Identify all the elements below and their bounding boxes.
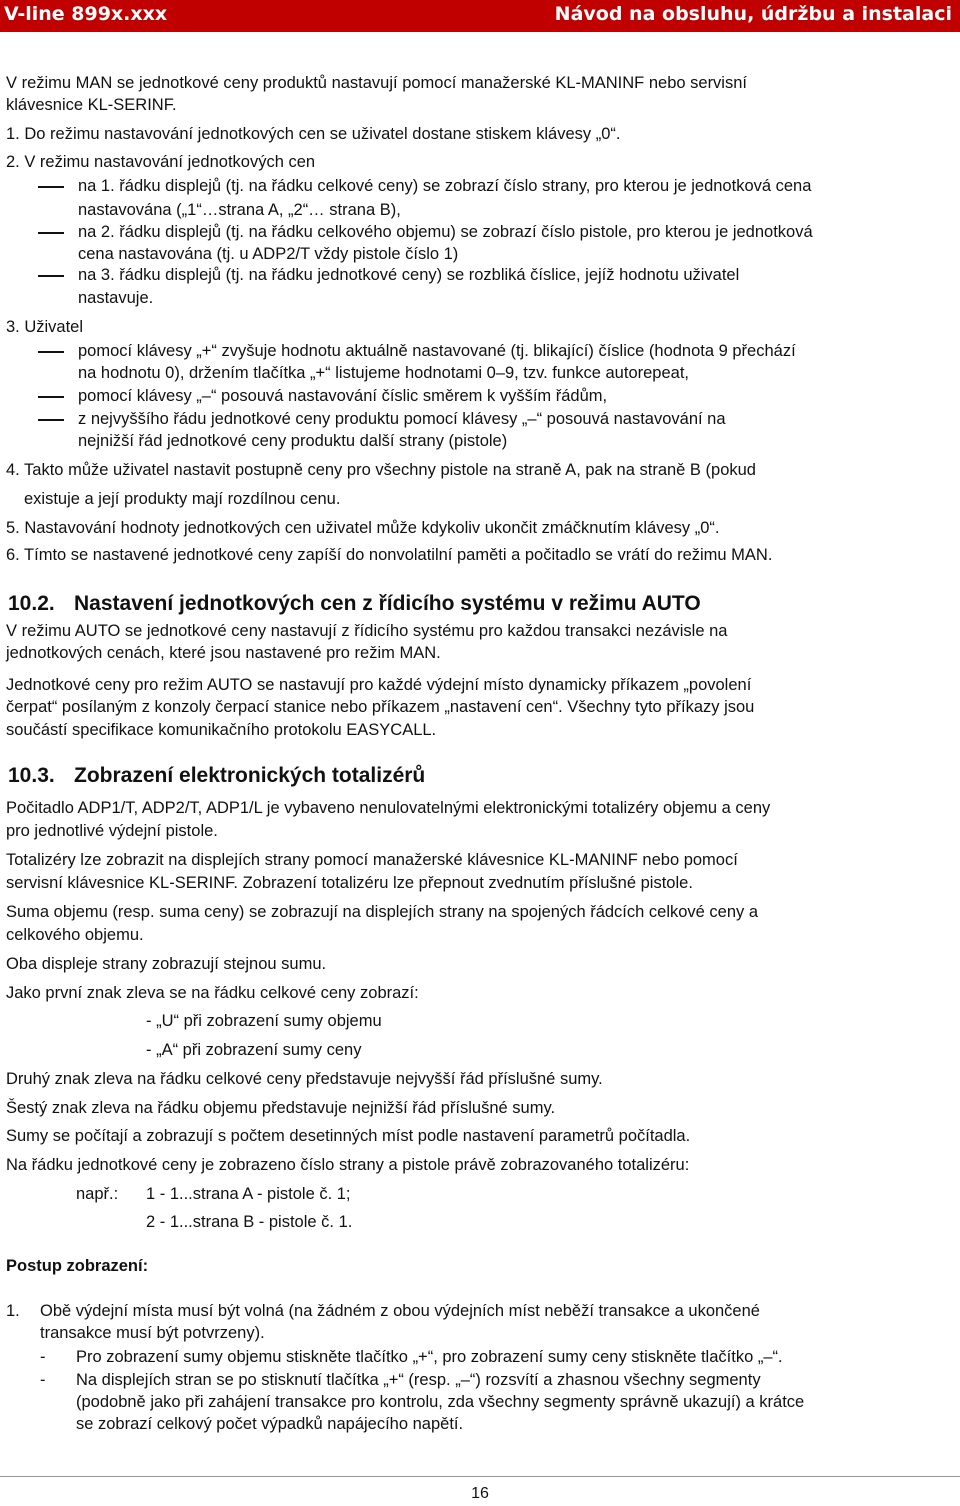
list-dash [38,232,64,234]
page-header [0,0,960,32]
paragraph-line: V režimu AUTO se jednotkové ceny nastavují z řídicího systému pro každou transakci nezávisle na [6,622,728,640]
list-dash [38,351,64,353]
step-text: transakce musí být potvrzeny). [40,1324,265,1342]
paragraph-line: V režimu MAN se jednotkové ceny produktů nastavují pomocí manažerské KL-MANINF nebo servisní [6,74,747,92]
paragraph-line: 5. Nastavování hodnoty jednotkových cen uživatel může kdykoliv ukončit zmáčknutím klávesy „0“. [6,519,720,537]
paragraph-line: 2. V režimu nastavování jednotkových cen [6,153,316,171]
paragraph-line: - „U“ při zobrazení sumy objemu [146,1012,382,1030]
paragraph-line: Jako první znak zleva se na řádku celkové ceny zobrazí: [6,984,419,1002]
step-text: se zobrazí celkový počet výpadků napájecího napětí. [76,1415,464,1433]
paragraph-line: Počitadlo ADP1/T, ADP2/T, ADP1/L je vybaveno nenulovatelnými elektronickými totalizéry objemu a ceny [6,799,771,817]
paragraph-line: 4. Takto může uživatel nastavit postupně ceny pro všechny pistole na straně A, pak na straně B (pokud [6,461,756,479]
section-title: Nastavení jednotkových cen z řídicího systému v režimu AUTO [74,592,701,615]
paragraph-line: Jednotkové ceny pro režim AUTO se nastavují pro každé výdejní místo dynamicky příkazem „povolení [6,676,752,694]
list-item: pomocí klávesy „+“ zvyšuje hodnotu aktuálně nastavované (tj. blikající) číslice (hodnota 9 přechází [78,342,796,360]
paragraph-line: Na řádku jednotkové ceny je zobrazeno číslo strany a pistole právě zobrazovaného totalizéru: [6,1156,690,1174]
paragraph-line: součástí specifikace komunikačního protokolu EASYCALL. [6,721,437,739]
section-number: 10.2. [8,592,55,615]
step-text: Pro zobrazení sumy objemu stiskněte tlačítko „+“, pro zobrazení sumy ceny stiskněte tlačítko „–“. [76,1348,783,1366]
list-item: pomocí klávesy „–“ posouvá nastavování číslic směrem k vyšším řádům, [78,387,608,405]
header-document-title: Návod na obsluhu, údržbu a instalaci [554,3,952,25]
page-number: 16 [471,1485,489,1502]
section-heading [8,763,425,789]
footer-rule [0,1476,960,1477]
step-number: 1. [6,1302,20,1320]
procedure-title: Postup zobrazení: [6,1257,149,1275]
list-item: na 2. řádku displejů (tj. na řádku celkového objemu) se zobrazí číslo pistole, pro kterou je jednotková [78,223,813,241]
paragraph-line: Sumy se počítají a zobrazují s počtem desetinných míst podle nastavení parametrů počítadla. [6,1127,691,1145]
paragraph-line: 1. Do režimu nastavování jednotkových cen se uživatel dostane stiskem klávesy „0“. [6,125,621,143]
paragraph-line: Šestý znak zleva na řádku objemu představuje nejnižší řád příslušné sumy. [6,1099,556,1117]
list-item-cont: nejnižší řád jednotkové ceny produktu další strany (pistole) [78,432,508,450]
list-dash [38,275,64,277]
list-item: z nejvyššího řádu jednotkové ceny produktu pomocí klávesy „–“ posouvá nastavování na [78,410,726,428]
step-bullet: - [40,1348,46,1366]
list-item-cont: nastavována („1“…strana A, „2“… strana B), [78,201,401,219]
step-text: Na displejích stran se po stisknutí tlačítka „+“ (resp. „–“) rozsvítí a zhasnou všechny segmenty [76,1371,761,1389]
section-title: Zobrazení elektronických totalizérů [74,764,426,787]
step-text: Obě výdejní místa musí být volná (na žádném z obou výdejních míst neběží transakce a ukončené [40,1302,760,1320]
paragraph-line: Suma objemu (resp. suma ceny) se zobrazují na displejích strany na spojených řádcích celkové ceny a [6,903,759,921]
list-item: na 3. řádku displejů (tj. na řádku jednotkové ceny) se rozbliká číslice, jejíž hodnotu uživatel [78,266,740,284]
list-item: na 1. řádku displejů (tj. na řádku celkové ceny) se zobrazí číslo strany, pro kterou je jednotková cena [78,177,812,195]
list-dash [38,396,64,398]
list-item-cont: na hodnotu 0), držením tlačítka „+“ listujeme hodnotami 0–9, tzv. funkce autorepeat, [78,364,689,382]
list-item-cont: cena nastavována (tj. u ADP2/T vždy pistole číslo 1) [78,245,459,263]
paragraph-line: pro jednotlivé výdejní pistole. [6,822,218,840]
paragraph-line: čerpat“ posílaným z konzoly čerpací stanice nebo příkazem „nastavení cen“. Všechny tyto příkazy jsou [6,698,755,716]
step-text: (podobně jako při zahájení transakce pro kontrolu, zda všechny segmenty správně ukazují) a krátce [76,1393,805,1411]
paragraph-line: Totalizéry lze zobrazit na displejích strany pomocí manažerské klávesnice KL-MANINF nebo pomocí [6,851,738,869]
paragraph-line: existuje a její produkty mají rozdílnou cenu. [24,490,341,508]
example-line: 2 - 1...strana B - pistole č. 1. [146,1213,353,1231]
example-line: 1 - 1...strana A - pistole č. 1; [146,1185,351,1203]
paragraph-line: servisní klávesnice KL-SERINF. Zobrazení totalizéru lze přepnout zvednutím příslušné pistole. [6,874,693,892]
paragraph-line: - „A“ při zobrazení sumy ceny [146,1041,362,1059]
section-heading [8,591,701,617]
paragraph-line: Druhý znak zleva na řádku celkové ceny představuje nejvyšší řád příslušné sumy. [6,1070,603,1088]
step-bullet: - [40,1371,46,1389]
list-dash [38,186,64,188]
section-number: 10.3. [8,764,55,787]
paragraph-line: 3. Uživatel [6,318,84,336]
example-label: např.: [76,1185,119,1203]
paragraph-line: 6. Tímto se nastavené jednotkové ceny zapíší do nonvolatilní paměti a počitadlo se vrátí do režimu MAN. [6,546,773,564]
list-dash [38,419,64,421]
paragraph-line: jednotkových cenách, které jsou nastavené pro režim MAN. [6,644,441,662]
header-product: V-line 899x.xxx [4,3,168,25]
paragraph-line: celkového objemu. [6,926,144,944]
paragraph-line: klávesnice KL-SERINF. [6,96,177,114]
paragraph-line: Oba displeje strany zobrazují stejnou sumu. [6,955,327,973]
list-item-cont: nastavuje. [78,289,154,307]
